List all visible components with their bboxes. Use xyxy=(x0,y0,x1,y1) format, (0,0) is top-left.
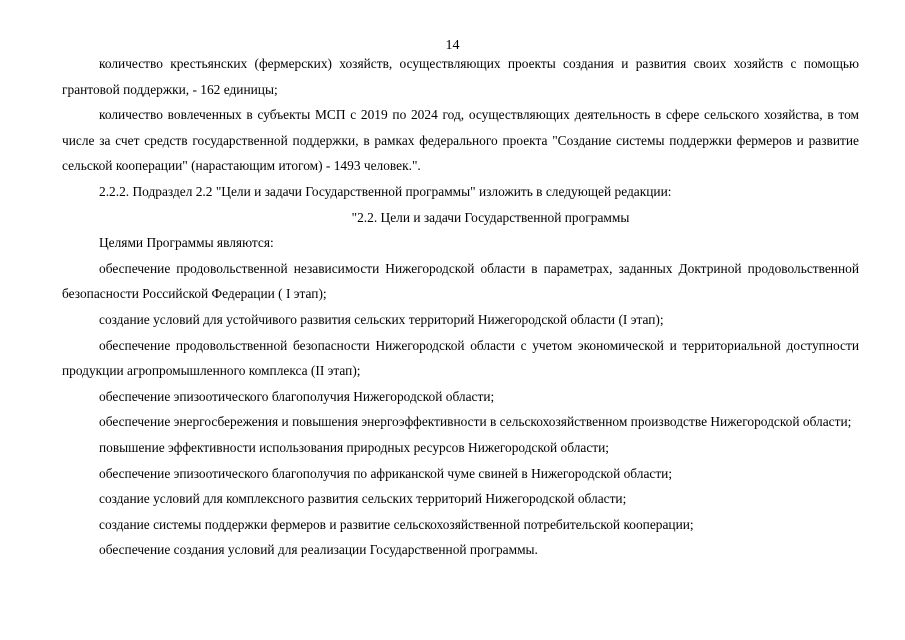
list-item-goal: создание условий для комплексного развития сельских территорий Нижегородской области; xyxy=(99,491,627,507)
paragraph-subsection-change: 2.2.2. Подраздел 2.2 "Цели и задачи Государственной программы" изложить в следующей редакции: xyxy=(99,183,672,199)
page-number: 14 xyxy=(445,38,460,53)
paragraph-msp-involved: количество вовлеченных в субъекты МСП с 2019 по 2024 год, осуществляющих деятельность в сфере сельского хозяйства, в том числе за счет средств государственной поддержки, в рамках федерального проекта "Создание системы поддержки фермеров и развитие сельской кооперации" (нарастающим итогом) - 1493 человек.". xyxy=(62,107,859,174)
paragraph-goals-intro: Целями Программы являются: xyxy=(99,235,274,251)
list-item-goal: обеспечение эпизоотического благополучия по африканской чуме свиней в Нижегородской области; xyxy=(99,465,673,481)
document-body xyxy=(62,51,859,563)
list-item-goal: обеспечение продовольственной независимости Нижегородской области в параметрах, заданных Доктриной продовольственной безопасности Российской Федерации ( I этап); xyxy=(62,260,859,302)
paragraph-farms-grants: количество крестьянских (фермерских) хозяйств, осуществляющих проекты создания и развития своих хозяйств с помощью грантовой поддержки, - 162 единицы; xyxy=(62,56,859,97)
list-item-goal: создание системы поддержки фермеров и развитие сельскохозяйственной потребительской кооперации; xyxy=(99,516,694,532)
list-item-goal: создание условий для устойчивого развития сельских территорий Нижегородской области (I этап); xyxy=(99,311,664,327)
list-item-goal: повышение эффективности использования природных ресурсов Нижегородской области; xyxy=(99,439,610,455)
list-item-goal: обеспечение эпизоотического благополучия Нижегородской области; xyxy=(99,388,495,404)
list-item-goal: обеспечение создания условий для реализации Государственной программы. xyxy=(99,542,538,558)
list-item-goal: обеспечение энергосбережения и повышения энергоэффективности в сельскохозяйственном производстве Нижегородской области; xyxy=(99,414,852,430)
list-item-goal: обеспечение продовольственной безопасности Нижегородской области с учетом экономической и территориальной доступности продукции агропромышленного комплекса (II этап); xyxy=(62,337,859,379)
section-heading: "2.2. Цели и задачи Государственной программы xyxy=(351,209,630,225)
